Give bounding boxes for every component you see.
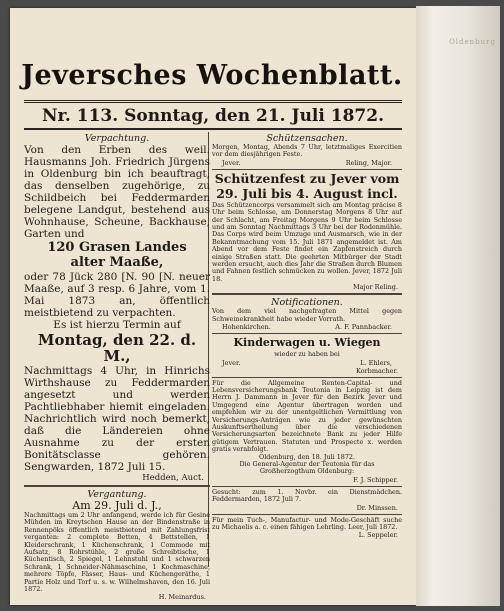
schuetzen-notice: Morgen, Montag, Abends 7 Uhr, letztmaliges Exercitien vor dem diesjährigen Feste. — [212, 143, 402, 159]
versicherung-date: Oldenburg, den 18. Juli 1872. — [259, 452, 355, 461]
issue-number: Nr. 113. — [42, 106, 119, 126]
fest-dates: 29. Juli bis 4. August incl. — [216, 185, 398, 201]
kinderwagen-place: Jever. — [222, 358, 241, 367]
kinderwagen-heading: Kinderwagen u. Wiegen — [233, 336, 381, 350]
masthead: Jeversches Wochenblatt. — [21, 60, 403, 91]
vergantung-body: Nachmittags um 2 Uhr anfangend, werde ich für Gesine Mühden im Kreytschen Hause an der Bindenstraße in Rennenpöks öffentlich meistbietend mit Zahlungsfrist verganten: 2 complete Betten, 4 Bettstellen, 1 Kleiderschrank, 1 Küchenschrank, 1 Commode mit Aufsatz, 8 Rohrstühle, 2 große Schreibtische, 1 Küchentisch, 2 Spiegel, 1 Lehnstuhl und 1 schwarzen Schrank, 1 Schneider-Nähmaschine, 1 Kochmaschine, mehrere Töpfe, Fässer, Haus- und Küchengeräthe, 1 Partie Holz und Torf u. s. w. Wilhelmshaven, den 16. Juli 1872. — [24, 511, 210, 594]
kinderwagen-sub: wieder zu haben bei — [274, 350, 340, 359]
manufaktur-signature: L. Seppeler. — [358, 531, 398, 540]
fest-body: Das Schützencorps versammelt sich am Montag präcise 8 Uhr beim Schlosse, am Donnerstag Morgens 8 Uhr auf der Schlacht, am Freitag Morgens 9 Uhr beim Schlosse und am Sonntag Nachmittags 3 Uhr bei der Rodenmühle. Das Corps wird beim Umzuge und Ausmarsch, wie in der Bekanntmachung vom 15. Juli 1871 angemeldet ist. Am Abend vor dem Feste findet ein Zapfenstreich durch einige Straßen statt. Die geehrten Mitbürger der Stadt werden ersucht, auch dies Jahr die Straßen durch Blumen und Fahnen festlich schmücken zu wollen. Jever, 1872 Juli 18. — [212, 200, 402, 283]
verpachtung-term: Es ist hierzu Termin auf — [53, 319, 181, 331]
vergantung-heading: Vergantung. — [87, 489, 147, 500]
versicherung-org: Die General-Agentur der Teutonia für das Großherzogthum Oldenburg: — [239, 459, 375, 476]
notifikation-place: Hohenkirchen. — [222, 323, 271, 332]
divider — [212, 293, 402, 295]
edge-text: Oldenburg — [449, 38, 496, 46]
schuetzen-place: Jever. — [222, 158, 241, 167]
divider — [212, 169, 402, 170]
page-edge — [416, 6, 500, 606]
fest-signature: Major Reling. — [353, 283, 398, 292]
verpachtung-heading: Verpachtung. — [84, 133, 150, 144]
schuetzen-heading: Schützensachen. — [266, 133, 348, 144]
divider — [24, 100, 402, 103]
versicherung-body: Für die Allgemeine Renten-Capital- und Lebensversicherungsbank Teutonia in Leipzig ist dem Herrn J. Dammann in Jever für den Bezirk Jever und Umgegend eine Agentur übertragen worden und empfehlen wir zu der unentgeltlichen Vermittlung von Versicherungs-Anträgen wie zu jeder gewünschten Auskunftsertheilung über die verschiedenen Versicherungsarten bezeichnete Bank zu jeder Hilfe gütigem Vertrauen. Statuten und Prospecte x. werden gratis verabfolgt. — [212, 378, 402, 454]
verpachtung-highlight-2: alter Maaße, — [70, 255, 164, 270]
gesucht-signature: Dr. Minssen. — [356, 503, 398, 512]
verpachtung-intro: Von den Erben des weil. Hausmanns Joh. Friedrich Jürgens in Oldenburg bin ich beauftragt, das denselben zugehörige, zu Schildbeich bei Feddermarden belegene Landgut, bestehend aus Wohnhause, Scheune, Backhause, Garten und — [24, 144, 210, 240]
notifikation-signature: A. F. Pannbacker. — [335, 323, 392, 332]
schuetzen-signature: Reling, Major. — [345, 158, 392, 167]
divider — [24, 485, 210, 487]
issue-line — [24, 106, 402, 126]
divider — [212, 514, 402, 515]
verpachtung-rest: Nachmittags 4 Uhr, in Hinrichs Wirthshause zu Feddermarden angesetzt und werden Pachtliebhaber hiemit eingeladen. Nachrichtlich wird noch bemerkt, daß die Ländereien ohne Ausnahme zu der ersten Bonitätsclasse gehören. Sengwarden, 1872 Juli 15. — [24, 365, 210, 473]
manufaktur-body: Für mein Tuch-, Manufactur- und Mode-Geschäft suche zu Michaelis a. c. einen fähigen Lehrling. Leer, Juli 1872. — [212, 515, 402, 531]
schuetzen-signline — [212, 159, 402, 167]
notifikation-body: Von dem viel nachgefragten Mittel gegen Schweinekrankheit habe wieder Vorrath. — [212, 307, 402, 323]
kinderwagen-signature: L. Ehlers, — [360, 358, 392, 367]
gesucht-body: Gesucht: zum 1. Novbr. ein Dienstmädchen. Feddermarden, 1872 Juli 7. — [212, 487, 402, 504]
kinderwagen-signline — [212, 359, 402, 367]
issue-date: den 21. Juli 1872. — [215, 106, 384, 126]
divider — [212, 377, 402, 378]
verpachtung-body: oder 78 Jück 280 [N. 90 [N. neuer Maaße, auf 3 resp. 6 Jahre, vom 1. Mai 1873 an, öffentlich meistbietend zu verpachten. — [24, 271, 210, 319]
fest-title: Schützenfest zu Jever vom — [214, 170, 400, 186]
verpachtung-signature: Hedden, Auct. — [142, 473, 204, 483]
left-column — [24, 133, 210, 601]
notifikation-heading: Notificationen. — [271, 297, 343, 309]
versicherung-signature: F. J. Schipper. — [353, 475, 398, 484]
kinderwagen-role: Korbmacher. — [355, 366, 398, 375]
right-column — [212, 133, 402, 539]
verpachtung-date: Montag, den 22. d. M., — [37, 331, 197, 365]
divider — [212, 486, 402, 487]
divider — [212, 333, 402, 334]
divider — [24, 128, 402, 130]
vergantung-date: Am 29. Juli d. J., — [72, 499, 162, 512]
vergantung-signature: H. Meinardus. — [158, 593, 206, 602]
issue-weekday: Sonntag, — [124, 106, 210, 126]
newspaper-page — [10, 8, 416, 605]
verpachtung-highlight: 120 Grasen Landes — [47, 240, 187, 255]
notifikation-signline — [212, 323, 402, 331]
